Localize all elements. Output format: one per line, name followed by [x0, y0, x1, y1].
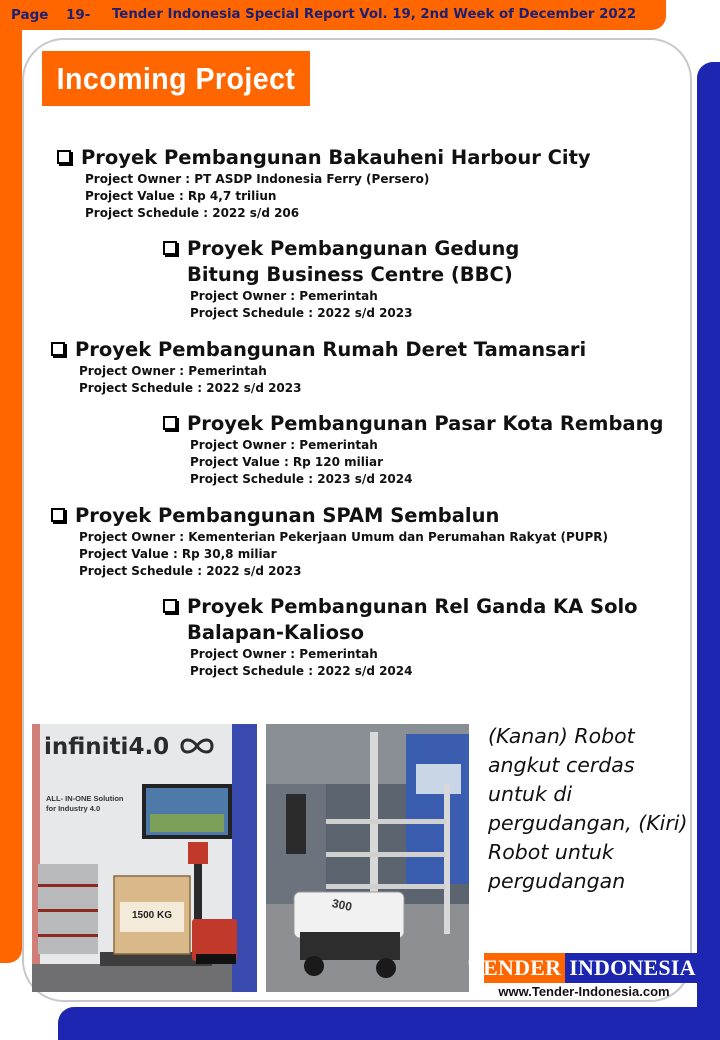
infinity-icon [176, 736, 218, 756]
project-owner: Project Owner : Pemerintah [190, 647, 378, 661]
project-item [163, 594, 638, 680]
project-details [85, 171, 591, 222]
report-title: Tender Indonesia Special Report Vol. 19, 2nd Week of December 2022 [112, 7, 637, 22]
header-bar [0, 0, 666, 30]
project-title: Proyek Pembangunan Pasar Kota Rembang [187, 412, 664, 435]
project-item [51, 337, 586, 397]
project-item [51, 503, 608, 580]
project-details [190, 646, 638, 680]
project-title: Proyek Pembangunan SPAM Sembalun [75, 504, 500, 527]
project-schedule: Project Schedule : 2022 s/d 2023 [79, 564, 302, 578]
robot-illustration [266, 724, 469, 992]
project-title: Proyek Pembangunan Bakauheni Harbour City [81, 146, 591, 169]
photo-left-robot [32, 724, 257, 992]
left-accent-bar [0, 0, 22, 963]
project-value: Project Value : Rp 120 miliar [190, 455, 384, 469]
project-value: Project Value : Rp 4,7 triliun [85, 189, 277, 203]
bottom-accent-bar [58, 1007, 720, 1040]
brand-label: infiniti4.0 [44, 734, 170, 760]
project-schedule: Project Schedule : 2022 s/d 206 [85, 206, 300, 220]
booth-illustration [32, 724, 257, 992]
project-details [79, 363, 586, 397]
project-details [190, 288, 519, 322]
checkbox-icon [51, 342, 65, 356]
project-item [163, 236, 519, 322]
right-accent-bar [697, 62, 720, 1022]
page-number: 19- [66, 7, 91, 23]
project-owner: Project Owner : Kementerian Pekerjaan Umum dan Perumahan Rakyat (PUPR) [79, 530, 609, 544]
checkbox-icon [57, 150, 71, 164]
checkbox-icon [51, 508, 65, 522]
project-item [57, 145, 591, 222]
website-url: www.Tender-Indonesia.com [498, 984, 670, 999]
checkbox-icon [163, 599, 177, 613]
page-label: Page [11, 7, 49, 23]
project-details [190, 437, 663, 488]
project-owner: Project Owner : Pemerintah [190, 289, 378, 303]
project-owner: Project Owner : Pemerintah [79, 364, 267, 378]
checkbox-icon [163, 241, 177, 255]
project-title: Proyek Pembangunan Rel Ganda KA Solo Balapan-Kalioso [187, 595, 638, 644]
logo-word-tender: TENDER [468, 955, 562, 980]
project-title: Proyek Pembangunan Gedung Bitung Business Centre (BBC) [187, 237, 520, 286]
project-details [79, 529, 608, 580]
project-schedule: Project Schedule : 2023 s/d 2024 [190, 472, 413, 486]
project-schedule: Project Schedule : 2022 s/d 2023 [190, 306, 413, 320]
section-title-box [42, 51, 310, 106]
project-schedule: Project Schedule : 2022 s/d 2023 [79, 381, 302, 395]
checkbox-icon [163, 416, 177, 430]
section-title: Incoming Project [56, 61, 296, 96]
photo-caption: (Kanan) Robot angkut cerdas untuk di pergudangan, (Kiri) Robot untuk pergudangan [488, 724, 688, 893]
tender-indonesia-logo [468, 953, 696, 1001]
project-owner: Project Owner : PT ASDP Indonesia Ferry (Persero) [85, 172, 430, 186]
box-label: 1500 KG [131, 910, 173, 921]
robot-label: 300 [330, 896, 354, 914]
logo-word-indonesia: INDONESIA [565, 953, 700, 983]
project-owner: Project Owner : Pemerintah [190, 438, 378, 452]
booth-sign-text: ALL- IN-ONE Solution for Industry 4.0 [46, 794, 124, 813]
project-title: Proyek Pembangunan Rumah Deret Tamansari [75, 338, 587, 361]
project-item [163, 411, 663, 488]
project-schedule: Project Schedule : 2022 s/d 2024 [190, 664, 413, 678]
project-value: Project Value : Rp 30,8 miliar [79, 547, 277, 561]
photo-right-robot [266, 724, 469, 992]
